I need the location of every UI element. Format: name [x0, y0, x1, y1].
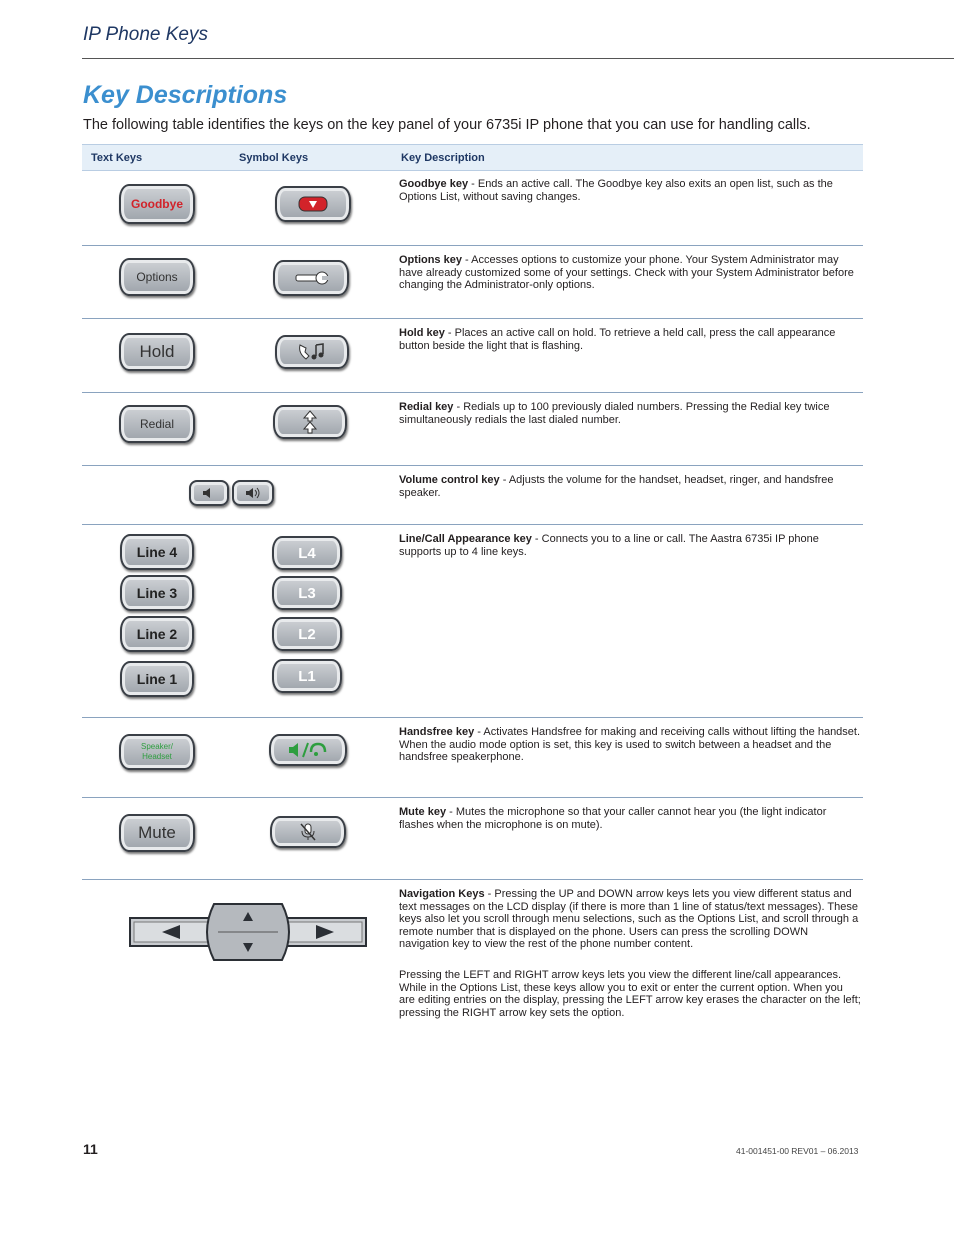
- table-row-navigation: [82, 880, 863, 1030]
- wrench-icon: [273, 260, 349, 296]
- muted-microphone-icon: [270, 816, 346, 848]
- volume-down-icon: [189, 480, 229, 506]
- table-row-redial: [82, 393, 863, 466]
- column-header-symbol-keys: Symbol Keys: [239, 152, 309, 164]
- l3-key: L3: [272, 576, 342, 610]
- red-handset-icon: [275, 186, 351, 222]
- hold-description: Hold key - Places an active call on hold. To retrieve a held call, press the call appearance button beside the light that is flashing.: [399, 327, 836, 352]
- handsfree-description: Handsfree key - Activates Handsfree for making and receiving calls without lifting the handset. When the audio mode option is set, this key is used to switch between a headset and the handsfree speakerphone.: [399, 726, 861, 764]
- volume-up-icon: [232, 480, 274, 506]
- speaker-label: Speaker/: [140, 742, 174, 751]
- column-header-key-description: Key Description: [401, 152, 485, 164]
- options-text-key: Options: [119, 258, 195, 296]
- l1-key: L1: [272, 659, 342, 693]
- hold-text-key: Hold: [119, 333, 195, 371]
- navigation-keys-icon: [128, 900, 368, 964]
- handset-music-icon: [275, 335, 349, 369]
- table-row-volume: [82, 466, 863, 525]
- l4-key: L4: [272, 536, 342, 570]
- page-title: Key Descriptions: [83, 81, 288, 109]
- speaker-headset-text-key: [119, 734, 195, 770]
- section-title: IP Phone Keys: [83, 24, 208, 45]
- navigation-description-paragraph-1: Navigation Keys - Pressing the UP and DOWN arrow keys lets you view different status and text messages on the LCD display (if there is more than 1 line of status/text messages). These keys also let you scroll through menu selections, such as the Options List, and scroll through a remote number that is displayed on the phone. Users can press the scrolling DOWN navigation key to view the rest of the phone number content.: [399, 888, 859, 951]
- headset-label: Headset: [142, 752, 172, 761]
- goodbye-text-key: Goodbye: [119, 184, 195, 224]
- line-2-key: Line 2: [120, 616, 194, 652]
- page-number: 11: [83, 1141, 98, 1157]
- key-table: [82, 144, 863, 1019]
- table-header: [82, 144, 863, 171]
- header-divider: [82, 58, 954, 59]
- redial-description: Redial key - Redials up to 100 previously dialed numbers. Pressing the Redial key twice simultaneously redials the last dialed number.: [399, 401, 830, 426]
- line-3-key: Line 3: [120, 575, 194, 611]
- intro-paragraph: The following table identifies the keys on the key panel of your 6735i IP phone that you can use for handling calls.: [83, 117, 811, 133]
- column-header-text-keys: Text Keys: [91, 152, 143, 164]
- document-reference: 41-001451-00 REV01 – 06.2013: [736, 1146, 859, 1156]
- line-1-key: Line 1: [120, 661, 194, 697]
- table-row-handsfree: [82, 718, 863, 798]
- speaker-headset-icon: [269, 734, 347, 766]
- table-row-options: [82, 246, 863, 319]
- redial-text-key: Redial: [119, 405, 195, 443]
- table-row-hold: [82, 319, 863, 393]
- table-row-mute: [82, 798, 863, 880]
- redial-arrows-icon: [273, 405, 347, 439]
- table-row-goodbye: [82, 170, 863, 246]
- line-description: Line/Call Appearance key - Connects you to a line or call. The Aastra 6735i IP phone supports up to 4 line keys.: [399, 533, 819, 558]
- navigation-description-paragraph-2: Pressing the LEFT and RIGHT arrow keys lets you view the different line/call appearances. While in the Options List, these keys allow you to exit or enter the current option. When you are editing entries on the display, pressing the LEFT arrow key erases the character on the left; pressing the RIGHT arrow key sets the option.: [399, 968, 861, 1019]
- l2-key: L2: [272, 617, 342, 651]
- goodbye-description: Goodbye key - Ends an active call. The Goodbye key also exits an open list, such as the Options List, without saving changes.: [399, 178, 833, 203]
- options-description: Options key - Accesses options to customize your phone. Your System Administrator may have already customized some of your settings. Check with your System Administrator before changing the Administrator-only options.: [399, 254, 854, 292]
- table-row-line-keys: [82, 525, 863, 718]
- mute-description: Mute key - Mutes the microphone so that your caller cannot hear you (the light indicator flashes when the microphone is on mute).: [399, 806, 827, 831]
- line-4-key: Line 4: [120, 534, 194, 570]
- mute-text-key: Mute: [119, 814, 195, 852]
- volume-description: Volume control key - Adjusts the volume for the handset, headset, ringer, and handsfree speaker.: [399, 474, 834, 499]
- navigation-description: [399, 888, 861, 1037]
